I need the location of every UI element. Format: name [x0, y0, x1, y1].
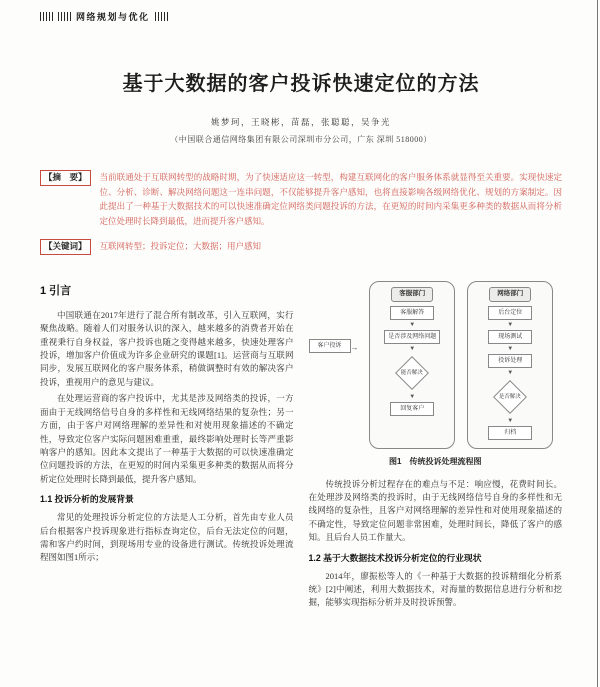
barcode-icon [40, 12, 53, 21]
barcode-icon [58, 12, 71, 21]
arrow-right-icon: → [350, 343, 359, 353]
flowchart [309, 281, 563, 449]
affiliation-line: （中国联合通信网络集团有限公司深圳市分公司，广东 深圳 518000） [170, 135, 432, 144]
journal-header [40, 10, 562, 23]
paragraph-intro-2: 在处理运营商的客户投诉中，尤其是涉及网络类的投诉，一方面由于无线网络信号自身的多样性和无线网络结果的复杂性；另一方面，由于客户对网络理解的差异性和对使用现象描述的不确定性，导致定位客户实际问题困难重重，最终影响处理时长等严重影响客户的感知。因此本文提出了一种基于大数据的可以快速准确定位问题投诉的方法，在更短的时间内采集更多种类的数据从而将分析定位处理时长降到最低，提升客户感知。 [40, 393, 294, 484]
flowchart-node: 是否涉及网络问题 [384, 330, 440, 344]
lane-title-network: 网络部门 [489, 287, 531, 301]
flowchart-decision [493, 380, 527, 414]
paragraph-figure-discussion: 传统投诉分析过程存在的难点与不足：响应慢，花费时间长。在处理涉及网络类的投诉时，由于无线网络信号自身的多样性和无线网络的复杂性，且客户对网络理解的差异性和对使用现象描述的不确定性，导致定位问题非常困难，处理时间长，降低了客户的感知。且后台人员工作量大。 [308, 478, 562, 543]
abstract-block [40, 170, 562, 228]
left-column [40, 281, 294, 613]
keywords-block [40, 239, 562, 255]
paper-title: 基于大数据的客户投诉快速定位的方法 [122, 73, 480, 95]
arrow-down-icon: ▼ [507, 321, 514, 328]
abstract-text: 当前联通处于互联网转型的战略时期，为了快速适应这一转型，构建互联网化的客户服务体系就显得至关重要。实现快速定位、分析、诊断、解决网络问题这一连串问题，不仅能够提升客户感知，也将直接影响各级网络优化、规划的方案制定。因此提出了一种基于大数据技术的可以快速准确定位网络类问题投诉的方法，在更短的时间内采集更多种类的数据从而将分析定位处理时长降到最低，进而提升客户感知。 [99, 172, 562, 226]
two-column-body [40, 281, 562, 613]
keywords-text: 互联网转型；投诉定位；大数据；用户感知 [99, 241, 262, 252]
flowchart-decision [395, 356, 429, 390]
arrow-down-icon: ▼ [409, 345, 416, 352]
keywords-label: 【关键词】 [40, 239, 91, 255]
node-label: 客户投诉 [309, 339, 351, 353]
figure-caption: 图1 传统投诉处理流程图 [389, 456, 482, 466]
flowchart-node: 客服解答 [390, 306, 434, 320]
authors-line: 姚梦珂，王晓彬，苗磊，张聪聪，吴争光 [210, 117, 391, 127]
journal-section-label: 网络规划与优化 [76, 12, 150, 22]
flowchart-lane-network [467, 281, 553, 449]
arrow-down-icon: ▼ [507, 369, 514, 376]
flowchart-node-customer-complaint [309, 339, 351, 353]
right-column [309, 281, 563, 613]
arrow-down-icon: ▼ [507, 345, 514, 352]
section-heading-1-1: 1.1 投诉分析的发展背景 [40, 494, 134, 505]
decision-label: 能否解决 [401, 369, 424, 376]
arrow-down-icon: ▼ [507, 417, 514, 424]
paragraph-intro-1: 中国联通在2017年进行了混合所有制改革，引入互联网，实行聚焦战略。随着人们对服务认识的深入，越来越多的消费者开始在重视秉行自身权益，客户投诉也随之变得越来越多，快速处理客户投诉，增加客户价值成为许多企业研究的课题[1]。运营商与互联网同步，发展互联网化的客户服务体系，稍做调整时有效的解决客户投诉，重视用户的意见与建议。 [40, 309, 294, 387]
barcode-icon [155, 12, 168, 21]
decision-label: 是否解决 [499, 393, 522, 400]
paragraph-background: 常见的处理投诉分析定位的方法是人工分析，首先由专业人员后台根据客户投诉现象进行指标查询定位，后台无法定位的问题，需和客户约时间，到现场用专业的设备进行测试。传统投诉处理流程图如图1所示； [40, 512, 294, 563]
flowchart-node: 投诉处理 [488, 354, 532, 368]
flowchart-node: 现场测试 [488, 330, 532, 344]
section-heading-1-2: 1.2 基于大数据技术投诉分析定位的行业现状 [308, 552, 482, 563]
lane-title-customer-service: 客服部门 [391, 287, 433, 301]
arrow-down-icon: ▼ [409, 321, 416, 328]
abstract-label: 【摘 要】 [40, 170, 91, 186]
flowchart-node: 回复客户 [390, 402, 434, 416]
flowchart-node: 归档 [488, 426, 532, 440]
arrow-down-icon: ▼ [409, 393, 416, 400]
figure-1 [309, 281, 563, 468]
paragraph-industry-status: 2014年，廖振松等人的《一种基于大数据的投诉精细化分析系统》[2]中阐述，利用大数据技术，对海量的数据信息进行分析和挖掘，能够实现指标分析并及时投诉预警。 [308, 570, 562, 608]
flowchart-lane-customer-service [369, 281, 455, 449]
flowchart-node: 后台定位 [488, 306, 532, 320]
section-heading-1: 1 引言 [40, 285, 72, 298]
scan-edge-line [597, 0, 598, 687]
